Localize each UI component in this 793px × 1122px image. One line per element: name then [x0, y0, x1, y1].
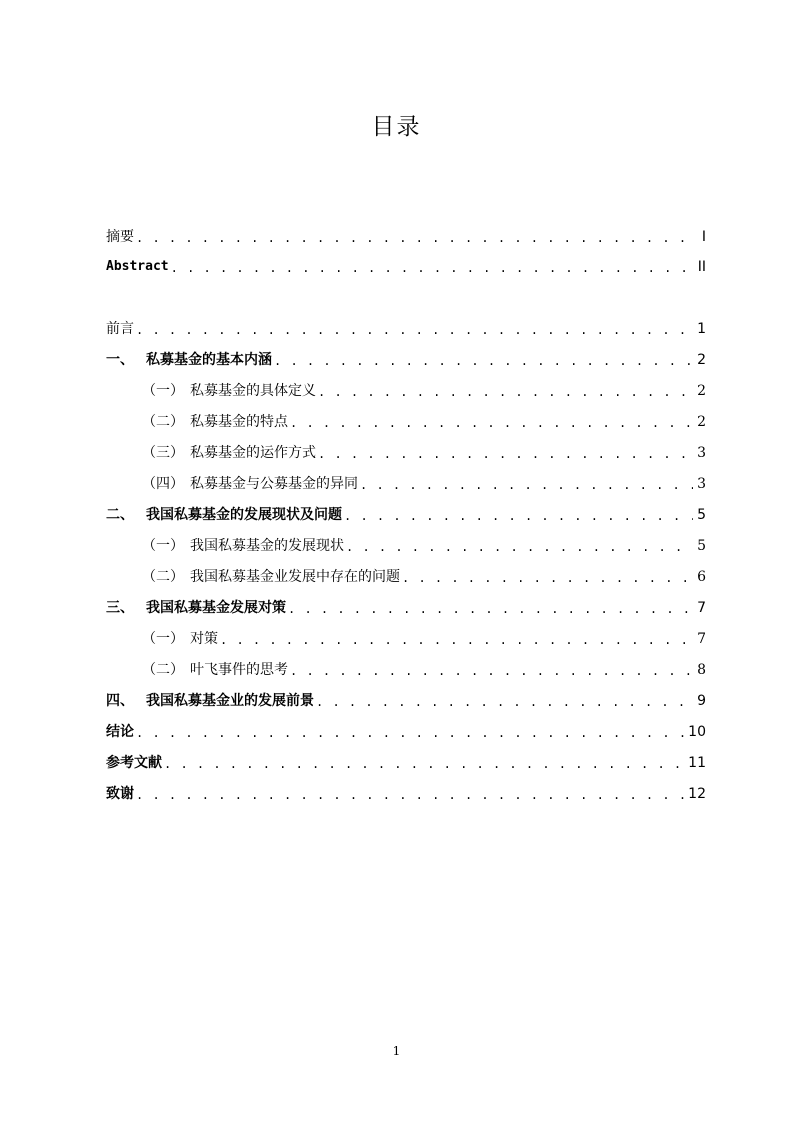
- toc-entry-ch3-s1[interactable]: [142, 629, 706, 649]
- toc-page-number: 9: [697, 693, 706, 709]
- dot-leader: [288, 600, 693, 618]
- dot-leader: [164, 755, 684, 773]
- toc-label: 私募基金与公募基金的异同: [190, 476, 358, 492]
- dot-leader: [290, 662, 693, 680]
- toc-page-number: 2: [697, 414, 706, 430]
- toc-page-number: 8: [697, 662, 706, 678]
- toc-section-number: （二）: [142, 569, 184, 585]
- toc-label: 私募基金的基本内涵: [146, 352, 272, 368]
- toc-page-number: 3: [697, 445, 706, 461]
- toc-entry-foreword[interactable]: [106, 319, 706, 339]
- toc-chapter-number: 二、: [106, 507, 134, 523]
- toc-entry-abstract-en[interactable]: [106, 257, 706, 277]
- toc-label: 前言: [106, 321, 134, 337]
- toc-section-number: （一）: [142, 538, 184, 554]
- toc-entry-thanks[interactable]: [106, 784, 706, 804]
- toc-page-number: 2: [697, 383, 706, 399]
- dot-leader: [220, 631, 693, 649]
- toc-chapter-number: 三、: [106, 600, 134, 616]
- toc-label: 摘要: [106, 229, 134, 245]
- dot-leader: [344, 507, 693, 525]
- toc-section-number: （二）: [142, 414, 184, 430]
- dot-leader: [360, 476, 693, 494]
- toc-label: 我国私募基金的发展现状及问题: [146, 507, 342, 523]
- dot-leader: [318, 383, 693, 401]
- toc-label: 参考文献: [106, 755, 162, 771]
- dot-leader: [171, 259, 694, 277]
- dot-leader: [136, 229, 694, 247]
- toc-entry-ch2-s1[interactable]: [142, 536, 706, 556]
- toc-section-number: （一）: [142, 631, 184, 647]
- toc-page-number: 7: [697, 631, 706, 647]
- toc-label: 叶飞事件的思考: [190, 662, 288, 678]
- dot-leader: [136, 724, 684, 742]
- toc-page-number: I: [701, 229, 706, 245]
- toc-label: 我国私募基金业发展中存在的问题: [190, 569, 400, 585]
- toc-entry-ch3-s2[interactable]: [142, 660, 706, 680]
- toc-label: 私募基金的运作方式: [190, 445, 316, 461]
- toc-entry-ch3[interactable]: [106, 598, 706, 618]
- toc-entry-ch4[interactable]: [106, 691, 706, 711]
- toc-label: 致谢: [106, 786, 134, 802]
- toc-entry-ch2[interactable]: [106, 505, 706, 525]
- dot-leader: [318, 445, 693, 463]
- dot-leader: [316, 693, 693, 711]
- toc-entry-abstract-cn[interactable]: [106, 227, 706, 247]
- toc-page-number: 11: [688, 755, 706, 771]
- toc-label: 私募基金的特点: [190, 414, 288, 430]
- toc-chapter-number: 一、: [106, 352, 134, 368]
- toc-section-number: （一）: [142, 383, 184, 399]
- toc-section-number: （二）: [142, 662, 184, 678]
- toc-label: 我国私募基金发展对策: [146, 600, 286, 616]
- toc-page-number: 12: [688, 786, 706, 802]
- toc-page-number: 3: [697, 476, 706, 492]
- toc-page-number: 10: [688, 724, 706, 740]
- toc-label: 结论: [106, 724, 134, 740]
- toc-chapter-number: 四、: [106, 693, 134, 709]
- dot-leader: [402, 569, 693, 587]
- page-title: 目录: [371, 114, 422, 140]
- dot-leader: [290, 414, 693, 432]
- toc-entry-ch1-s2[interactable]: [142, 412, 706, 432]
- toc-entry-ch1-s1[interactable]: [142, 381, 706, 401]
- toc-section-number: （三）: [142, 445, 184, 461]
- toc-entry-ch1[interactable]: [106, 350, 706, 370]
- toc-entry-ch1-s3[interactable]: [142, 443, 706, 463]
- toc-page-number: 7: [697, 600, 706, 616]
- toc-label: 我国私募基金业的发展前景: [146, 693, 314, 709]
- toc-entry-conclusion[interactable]: [106, 722, 706, 742]
- toc-label: 私募基金的具体定义: [190, 383, 316, 399]
- dot-leader: [136, 786, 684, 804]
- toc-label: 我国私募基金的发展现状: [190, 538, 344, 554]
- toc-entry-ch1-s4[interactable]: [142, 474, 706, 494]
- toc-page-number: 5: [697, 538, 706, 554]
- toc-page-number: 2: [697, 352, 706, 368]
- toc-section-number: （四）: [142, 476, 184, 492]
- toc-label: 对策: [190, 631, 218, 647]
- toc-page-number: 1: [697, 321, 706, 337]
- toc-page-number: 6: [697, 569, 706, 585]
- toc-page-number: II: [697, 259, 706, 275]
- page-number-footer: 1: [392, 1044, 401, 1058]
- toc-entry-ch2-s2[interactable]: [142, 567, 706, 587]
- dot-leader: [136, 321, 693, 339]
- dot-leader: [346, 538, 693, 556]
- toc-page-number: 5: [697, 507, 706, 523]
- dot-leader: [274, 352, 693, 370]
- toc-entry-references[interactable]: [106, 753, 706, 773]
- toc-label: Abstract: [106, 259, 169, 274]
